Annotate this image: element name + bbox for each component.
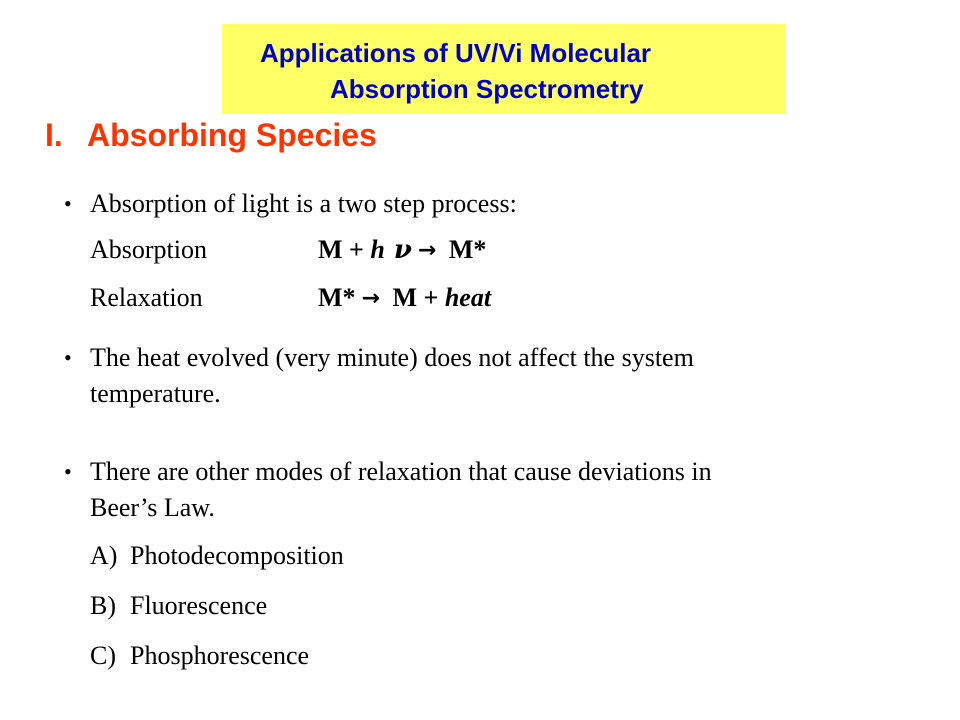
list-item-letter: B) — [90, 591, 116, 620]
section-number: I. — [45, 117, 63, 153]
relaxation-equation-rhs: M + — [385, 283, 445, 312]
slide-title-line1: Applications of UV/Vi Molecular — [260, 38, 652, 68]
step-relaxation-label: Relaxation — [90, 283, 203, 312]
list-item-letter: A) — [90, 541, 118, 570]
absorption-equation-nu: ν — [384, 235, 412, 265]
relaxation-equation-lhs: M* — [318, 283, 356, 312]
absorption-equation — [318, 232, 486, 269]
bullet-3-line2: Beer’s Law. — [90, 493, 215, 522]
list-item-text: Fluorescence — [130, 591, 268, 620]
bullet-1-text: Absorption of light is a two step process: — [90, 189, 517, 218]
list-item-letter: C) — [90, 641, 116, 670]
list-item-text: Photodecomposition — [130, 541, 344, 570]
right-arrow-icon: → — [361, 286, 380, 311]
step-absorption-label: Absorption — [90, 235, 207, 264]
title-banner — [222, 24, 786, 114]
absorption-equation-lhs: M + — [318, 235, 371, 264]
slide-title-line2: Absorption Spectrometry — [330, 74, 644, 104]
section-heading-text: Absorbing Species — [87, 117, 377, 153]
bullet-2-line2: temperature. — [90, 379, 221, 408]
relaxation-equation-heat: heat — [444, 283, 492, 312]
section-heading — [45, 113, 377, 157]
list-item — [90, 538, 344, 574]
bullet-1-marker: • — [64, 191, 72, 216]
bullet-3-line1: There are other modes of relaxation that cause deviations in — [90, 457, 712, 486]
list-item — [90, 638, 309, 674]
list-item — [90, 588, 267, 624]
absorption-equation-h: h — [370, 235, 385, 264]
bullet-2-line1: The heat evolved (very minute) does not affect the system — [90, 343, 694, 372]
right-arrow-icon: → — [417, 238, 437, 263]
absorption-equation-rhs: M* — [442, 235, 487, 264]
bullet-2-marker: • — [64, 345, 72, 370]
bullet-3-marker: • — [64, 459, 72, 484]
list-item-text: Phosphorescence — [130, 641, 310, 670]
relaxation-equation — [318, 280, 491, 317]
